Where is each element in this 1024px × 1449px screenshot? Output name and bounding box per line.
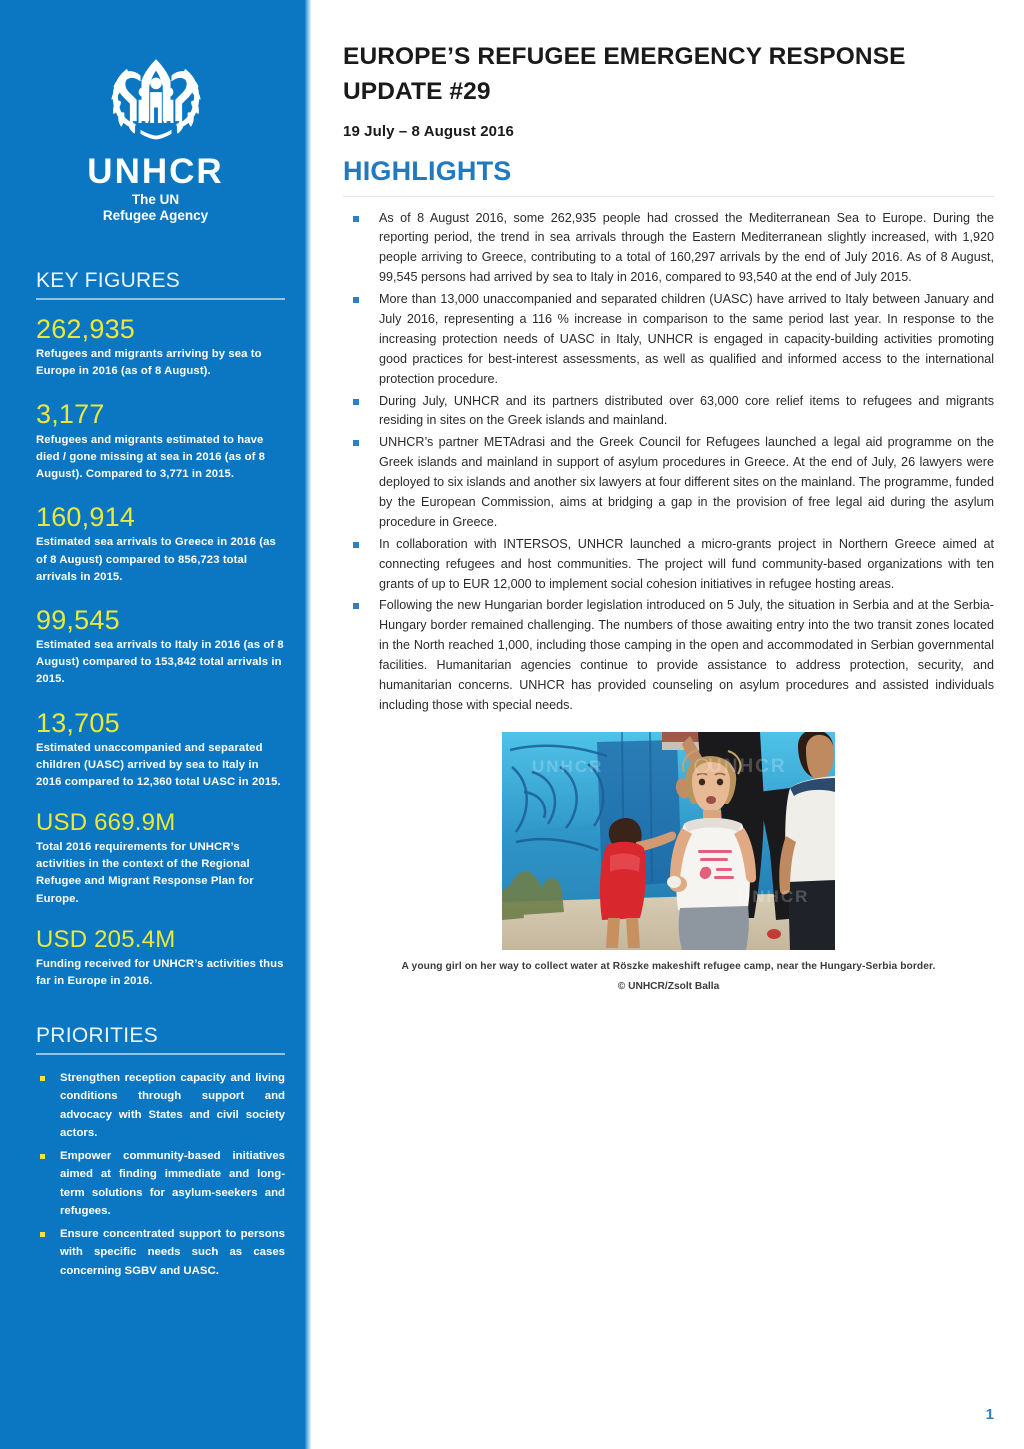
key-figure-description: Total 2016 requirements for UNHCR’s activities in the context of the Regional Refugee and Migrant Response Plan for Europe. bbox=[36, 841, 254, 905]
key-figure-description: Estimated unaccompanied and separated children (UASC) arrived by sea to Italy in 2016 compared to 12,360 total UASC in 2015. bbox=[36, 741, 281, 789]
key-figures-heading: KEY FIGURES bbox=[36, 268, 181, 292]
photo-caption: A young girl on her way to collect water at Röszke makeshift refugee camp, near the Hungary-Serbia border. bbox=[401, 960, 936, 972]
key-figure-item bbox=[36, 605, 285, 689]
key-figure-item bbox=[36, 502, 285, 586]
photo-credit: © UNHCR/Zsolt Balla bbox=[617, 980, 720, 992]
key-figure-item bbox=[36, 314, 285, 381]
unhcr-wordmark: UNHCR bbox=[87, 152, 224, 191]
priority-item: Empower community-based initiatives aimed at finding immediate and long-term solutions for asylum-seekers and refugees. bbox=[36, 1147, 285, 1221]
sidebar bbox=[0, 0, 311, 1449]
highlight-item: UNHCR’s partner METAdrasi and the Greek Council for Refugees launched a legal aid programme on the Greek islands and mainland in support of asylum procedures in Greece. At the end of July, 26 lawyers were deployed to six islands and another six lawyers at four different sites on the mainland. The programme, funded by the European Commission, aims at bridging a gap in the provision of free legal aid during the asylum procedure in Greece. bbox=[343, 433, 994, 532]
svg-text:UNHCR: UNHCR bbox=[708, 755, 787, 777]
key-figure-value: 160,914 bbox=[36, 502, 135, 533]
photo-illustration bbox=[502, 732, 835, 950]
highlights-heading: HIGHLIGHTS bbox=[343, 155, 512, 186]
highlight-item: In collaboration with INTERSOS, UNHCR launched a micro-grants project in Northern Greece aimed at connecting refugees and host communities. The project will fund community-based organizations with ten grants of up to EUR 12,000 to implement social cohesion initiatives in refugee hosting areas. bbox=[343, 535, 994, 595]
key-figure-description: Estimated sea arrivals to Italy in 2016 (as of 8 August) compared to 153,842 total arrivals in 2015. bbox=[36, 639, 284, 686]
key-figures-rule bbox=[36, 298, 285, 300]
main-content bbox=[311, 0, 1024, 1449]
key-figure-value: USD 669.9M bbox=[36, 809, 176, 837]
key-figure-value: 262,935 bbox=[36, 313, 135, 344]
photo-refugee-children bbox=[502, 732, 835, 950]
highlights-rule bbox=[343, 196, 994, 197]
key-figure-description: Estimated sea arrivals to Greece in 2016 (as of 8 August) compared to 856,723 total arrivals in 2015. bbox=[36, 536, 276, 583]
highlight-item: Following the new Hungarian border legislation introduced on 5 July, the situation in Serbia and at the Serbia-Hungary border remained challenging. The numbers of those awaiting entry into the two transit zones located in the North reached 1,000, including those camping in the open and accommodated in Serbian governmental facilities. Humanitarian agencies continue to provide assistance to address protection, security, and humanitarian concerns. UNHCR has provided counseling on asylum procedures and assisted individuals including those with special needs. bbox=[343, 596, 994, 715]
key-figure-description: Refugees and migrants arriving by sea to Europe in 2016 (as of 8 August). bbox=[36, 348, 262, 378]
priorities-rule bbox=[36, 1053, 285, 1055]
svg-text:UNHCR: UNHCR bbox=[738, 886, 810, 906]
key-figures-section bbox=[0, 269, 311, 990]
report-date-range: 19 July – 8 August 2016 bbox=[343, 122, 514, 140]
unhcr-logo-block bbox=[0, 0, 311, 225]
key-figure-value: 99,545 bbox=[36, 604, 120, 635]
key-figure-description: Refugees and migrants estimated to have died / gone missing at sea in 2016 (as of 8 August). Compared to 3,771 in 2015. bbox=[36, 433, 266, 481]
highlight-item: As of 8 August 2016, some 262,935 people had crossed the Mediterranean Sea to Europe. During the reporting period, the trend in sea arrivals through the Eastern Mediterranean slightly increased, with 1,920 people arriving to Greece, contributing to a total of 160,297 arrivals by the end of July 2016. As of 8 August, 99,545 persons had arrived by sea to Italy in 2016, compared to 93,540 at the end of July 2015. bbox=[343, 209, 994, 289]
priorities-section bbox=[0, 1024, 311, 1280]
key-figure-value: 3,177 bbox=[36, 399, 105, 430]
key-figure-value: USD 205.4M bbox=[36, 925, 176, 953]
highlights-list bbox=[343, 209, 994, 716]
highlight-item: During July, UNHCR and its partners distributed over 63,000 core relief items to refugees and migrants residing in sites on the Greek islands and mainland. bbox=[343, 392, 994, 432]
unhcr-tagline-line1: The UN bbox=[131, 192, 180, 207]
unhcr-tagline bbox=[103, 192, 208, 225]
key-figure-value: 13,705 bbox=[36, 707, 120, 738]
key-figure-description: Funding received for UNHCR’s activities thus far in Europe in 2016. bbox=[36, 957, 284, 987]
photo-block bbox=[343, 732, 994, 992]
priorities-list bbox=[36, 1069, 285, 1280]
priority-item: Strengthen reception capacity and living conditions through support and advocacy with States and civil society actors. bbox=[36, 1069, 285, 1143]
key-figure-item bbox=[36, 810, 285, 908]
highlight-item: More than 13,000 unaccompanied and separated children (UASC) have arrived to Italy between January and July 2016, representing a 116 % increase in comparison to the same period last year. In response to the increasing protection needs of UASC in Italy, UNHCR is engaged in capacity-building activities promoting good practices for best-interest assessments, as well as qualified and informed access to the international protection procedure. bbox=[343, 290, 994, 389]
svg-text:UNHCR: UNHCR bbox=[532, 756, 604, 776]
priority-item: Ensure concentrated support to persons with specific needs such as cases concerning SGBV and UASC. bbox=[36, 1225, 285, 1280]
priorities-heading: PRIORITIES bbox=[36, 1023, 159, 1047]
page-title: EUROPE’S REFUGEE EMERGENCY RESPONSE UPDATE #29 bbox=[343, 43, 906, 105]
unhcr-logo-icon bbox=[98, 36, 214, 152]
key-figure-item bbox=[36, 399, 285, 483]
unhcr-tagline-line2: Refugee Agency bbox=[102, 208, 209, 224]
key-figure-item bbox=[36, 708, 285, 792]
page-number: 1 bbox=[985, 1406, 994, 1423]
key-figure-item bbox=[36, 927, 285, 990]
